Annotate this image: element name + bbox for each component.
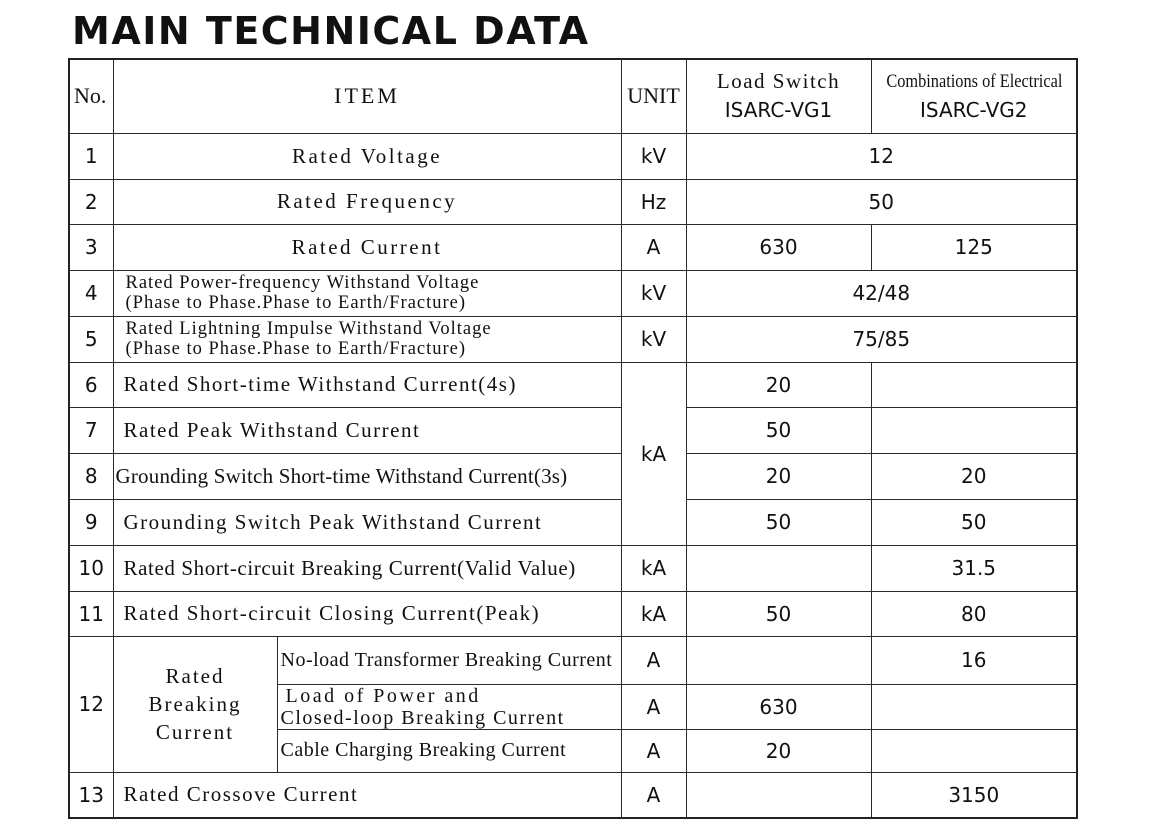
table-row	[69, 316, 1077, 362]
row-number: 11	[69, 591, 113, 636]
table-row	[69, 453, 1077, 499]
row-number: 4	[69, 270, 113, 316]
sub-item: Cable Charging Breaking Current	[277, 729, 621, 772]
row-value-vg2: 3150	[871, 772, 1077, 818]
group-label-line2: Breaking	[148, 692, 242, 716]
row-number: 2	[69, 179, 113, 224]
row-value-vg2	[871, 407, 1077, 453]
table-row	[69, 545, 1077, 591]
row-item: Rated Short-time Withstand Current(4s)	[113, 362, 621, 407]
row-value: 75/85	[686, 316, 1077, 362]
row-unit: kA	[621, 545, 686, 591]
row-item-line1: Rated Lightning Impulse Withstand Voltage	[125, 319, 492, 339]
technical-data-table	[68, 58, 1078, 819]
group-label	[113, 636, 277, 772]
row-value-vg1: 50	[686, 591, 871, 636]
row-item: Rated Short-circuit Breaking Current(Valid Value)	[113, 545, 621, 591]
row-unit: kV	[621, 133, 686, 179]
row-value-vg2: 50	[871, 499, 1077, 545]
header-load-switch	[686, 59, 871, 133]
row-item: Rated Frequency	[113, 179, 621, 224]
row-unit: kV	[621, 270, 686, 316]
header-item: ITEM	[113, 59, 621, 133]
group-label-line3: Current	[155, 720, 235, 744]
row-value-vg2: 20	[871, 453, 1077, 499]
row-unit: kA	[621, 591, 686, 636]
row-number: 6	[69, 362, 113, 407]
table-row	[69, 224, 1077, 270]
row-number: 9	[69, 499, 113, 545]
row-item: Rated Current	[113, 224, 621, 270]
header-combinations-model: ISARC-VG2	[920, 97, 1028, 122]
row-value-vg2: 80	[871, 591, 1077, 636]
row-number: 5	[69, 316, 113, 362]
table-row	[69, 772, 1077, 818]
row-item	[113, 316, 621, 362]
header-combinations-label: Combinations of Electrical	[885, 70, 1062, 92]
row-unit: A	[621, 636, 686, 684]
header-load-switch-model: ISARC-VG1	[724, 97, 833, 122]
row-value-vg1: 50	[686, 499, 871, 545]
row-value-vg1	[686, 772, 871, 818]
row-value-vg2: 16	[871, 636, 1077, 684]
row-value-vg2	[871, 362, 1077, 407]
row-number: 7	[69, 407, 113, 453]
row-value: 12	[686, 133, 1077, 179]
row-value-vg1: 20	[686, 453, 871, 499]
table-row	[69, 133, 1077, 179]
row-item-line1: Rated Power-frequency Withstand Voltage	[125, 273, 480, 293]
table-row	[69, 179, 1077, 224]
row-value-vg1: 20	[686, 362, 871, 407]
table-row	[69, 270, 1077, 316]
header-no: No.	[69, 59, 113, 133]
row-number: 1	[69, 133, 113, 179]
row-number: 13	[69, 772, 113, 818]
sub-item-line2: Closed-loop Breaking Current	[280, 706, 565, 729]
row-value-vg2	[871, 729, 1077, 772]
header-load-switch-label: Load Switch	[716, 68, 841, 93]
row-unit: Hz	[621, 179, 686, 224]
sub-item-line1: Load of Power and	[285, 684, 481, 707]
sub-item	[277, 684, 621, 729]
row-number: 3	[69, 224, 113, 270]
row-number: 8	[69, 453, 113, 499]
row-value-vg2: 31.5	[871, 545, 1077, 591]
row-value-vg2	[871, 684, 1077, 729]
row-item: Rated Peak Withstand Current	[113, 407, 621, 453]
ka-group-unit: kA	[621, 362, 686, 545]
row-value-vg2: 125	[871, 224, 1077, 270]
row-unit: kV	[621, 316, 686, 362]
row-value-vg1: 630	[686, 684, 871, 729]
row-item-line2: (Phase to Phase.Phase to Earth/Fracture)	[125, 293, 467, 313]
row-number: 12	[69, 636, 113, 772]
row-value-vg1	[686, 545, 871, 591]
table-row	[69, 591, 1077, 636]
header-unit: UNIT	[621, 59, 686, 133]
row-item: Grounding Switch Peak Withstand Current	[113, 499, 621, 545]
row-number: 10	[69, 545, 113, 591]
sub-item: No-load Transformer Breaking Current	[277, 636, 621, 684]
header-combinations	[871, 59, 1077, 133]
row-unit: A	[621, 684, 686, 729]
page-title: MAIN TECHNICAL DATA	[72, 9, 590, 53]
row-value-vg1: 20	[686, 729, 871, 772]
row-unit: A	[621, 224, 686, 270]
row-unit: A	[621, 729, 686, 772]
table-header-row	[69, 59, 1077, 133]
table-row	[69, 499, 1077, 545]
table-row	[69, 362, 1077, 407]
row-value: 50	[686, 179, 1077, 224]
row-item: Rated Short-circuit Closing Current(Peak)	[113, 591, 621, 636]
row-item	[113, 270, 621, 316]
row-value-vg1: 50	[686, 407, 871, 453]
group-label-line1: Rated	[165, 664, 225, 688]
row-item: Rated Crossove Current	[113, 772, 621, 818]
table-row	[69, 407, 1077, 453]
row-item: Rated Voltage	[113, 133, 621, 179]
row-item-line2: (Phase to Phase.Phase to Earth/Fracture)	[125, 339, 467, 359]
row-unit: A	[621, 772, 686, 818]
row-value-vg1	[686, 636, 871, 684]
row-value-vg1: 630	[686, 224, 871, 270]
row-item: Grounding Switch Short-time Withstand Current(3s)	[113, 453, 621, 499]
row-value: 42/48	[686, 270, 1077, 316]
table-row	[69, 636, 1077, 684]
